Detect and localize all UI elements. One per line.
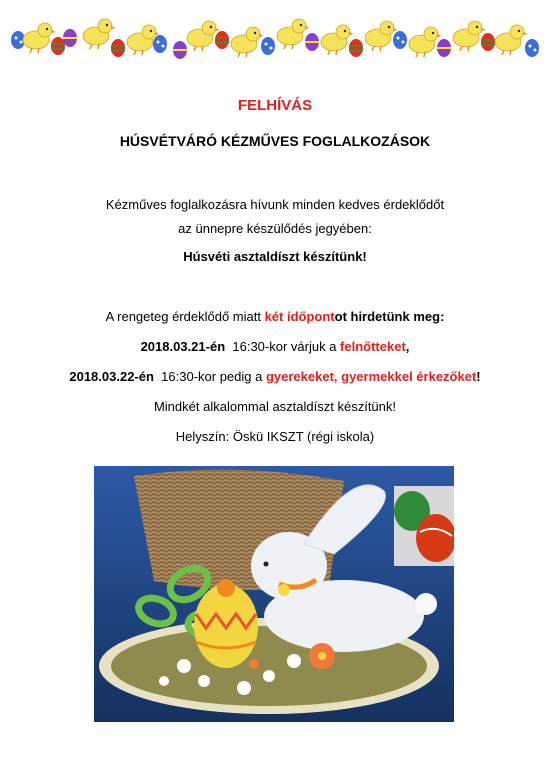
schedule-date-1	[0, 339, 550, 354]
page-title: FELHÍVÁS	[237, 97, 313, 114]
venue-line: Helyszín: Öskü IKSZT (régi iskola)	[175, 429, 375, 444]
date-1-audience: felnőtteket	[340, 339, 406, 354]
invitation-line-1: Kézműves foglalkozásra hívunk minden kedves érdeklődőt	[105, 197, 445, 212]
easter-decoration-photo	[94, 466, 454, 722]
chick-egg-border	[0, 10, 550, 62]
invitation-line-2: az ünnepre készülődés jegyében:	[178, 221, 372, 236]
date-1-end: ,	[405, 339, 410, 354]
page-subtitle: HÚSVÉTVÁRÓ KÉZMŰVES FOGLALKOZÁSOK	[119, 133, 431, 149]
schedule-date-2	[0, 369, 550, 384]
date-2-value: 2018.03.22-én	[69, 369, 154, 384]
craft-announcement: Húsvéti asztaldíszt készítünk!	[183, 249, 367, 264]
schedule-intro-highlight: két időpont	[264, 309, 335, 324]
both-sessions-note: Mindkét alkalommal asztaldíszt készítünk!	[153, 399, 397, 414]
schedule-intro-text: A rengeteg érdeklődő miatt	[105, 309, 265, 324]
date-2-time: 16:30-kor pedig a	[153, 369, 266, 384]
date-1-value: 2018.03.21-én	[140, 339, 226, 354]
schedule-intro	[0, 309, 550, 324]
date-2-end: !	[476, 369, 481, 384]
date-2-audience: gyerekeket, gyermekkel érkezőket	[265, 369, 477, 384]
date-1-time: 16:30-kor várjuk a	[225, 339, 341, 354]
schedule-intro-end: ot hirdetünk meg:	[334, 309, 445, 324]
